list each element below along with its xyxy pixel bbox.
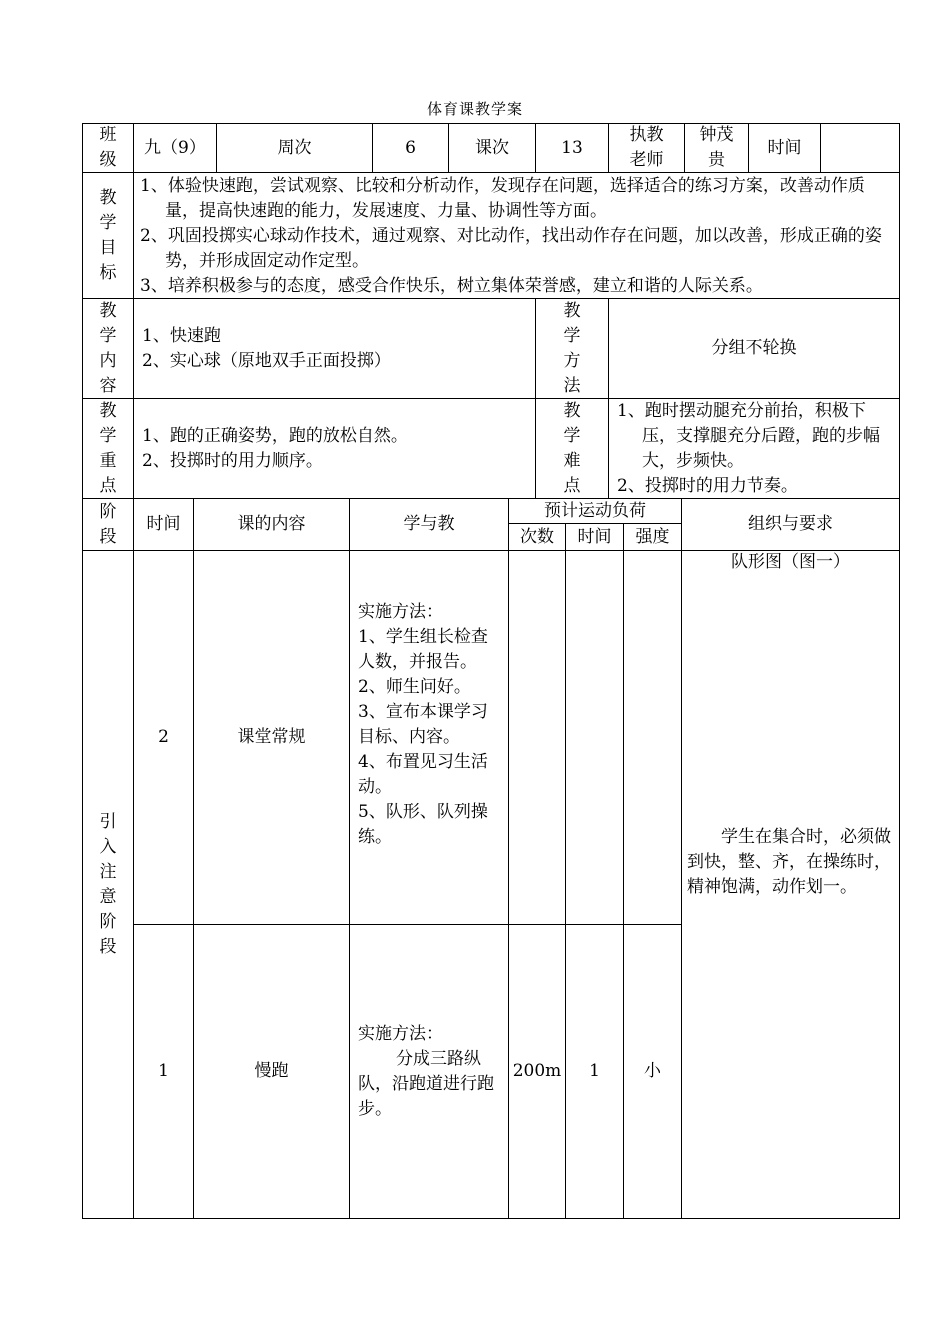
table-row-count (509, 551, 565, 924)
difficulty-list (617, 399, 895, 498)
key-point-item: 1、跑的正确姿势，跑的放松自然。 (142, 425, 408, 446)
method-step: 2、师生问好。 (358, 677, 471, 697)
goal-item: 1、体验快速跑，尝试观察、比较和分析动作，发现存在问题，选择适合的练习方案，改善动作质量，提高快速跑的能力，发展速度、力量、协调性等方面。 (140, 176, 865, 221)
table-border-right (899, 123, 900, 1219)
table-row-time: 2 (158, 727, 169, 747)
time-header: 时间 (146, 514, 181, 534)
class-value: 九（9） (144, 137, 206, 158)
table-row-intensity: 小 (644, 1061, 661, 1081)
lesson-content-header: 课的内容 (237, 514, 306, 534)
formation-diagram-title: 队形图（图一） (731, 552, 850, 572)
method-label: 教 学 方 法 (563, 300, 581, 396)
duration-header: 时间 (577, 526, 612, 547)
table-row-content: 课堂常规 (237, 727, 306, 747)
teacher-label: 执教 老师 (629, 125, 664, 170)
method-step: 5、队形、队列操练。 (358, 802, 488, 847)
teacher-value: 钟茂 贵 (699, 125, 734, 170)
count-header: 次数 (520, 526, 554, 547)
table-row-method: 实施方法： 1、学生组长检查人数，并报告。 2、师生问好。 3、宣布本课学习目标、内容。 4、布置见习生活动。 5、队形、队列操练。 (358, 600, 504, 850)
table-row-time: 1 (158, 1061, 169, 1081)
table-row-duration: 1 (589, 1061, 600, 1081)
week-value: 6 (405, 137, 416, 158)
method-step: 3、宣布本课学习目标、内容。 (358, 702, 488, 747)
stage-header: 阶 段 (99, 501, 117, 547)
class-label: 班 级 (99, 125, 117, 170)
table-row-content: 慢跑 (254, 1061, 289, 1081)
col-divider (349, 498, 350, 1219)
difficulty-item: 2、投掷时的用力节奏。 (617, 476, 798, 496)
table-row-method: 实施方法： 分成三路纵队，沿跑道进行跑步。 (358, 1024, 494, 1119)
goal-item: 3、培养积极参与的态度，感受合作快乐，树立集体荣誉感，建立和谐的人际关系。 (140, 276, 763, 296)
content-item: 2、实心球（原地双手正面投掷） (142, 350, 391, 371)
lesson-value: 13 (561, 137, 583, 158)
table-row-duration (566, 551, 623, 924)
key-points-label: 教 学 重 点 (99, 400, 117, 496)
difficulty-item: 1、跑时摆动腿充分前抬，积极下压，支撑腿充分后蹬，跑的步幅大，步频快。 (617, 401, 880, 471)
key-point-item: 2、投掷时的用力顺序。 (142, 450, 323, 471)
table-row-count: 200m (512, 1061, 562, 1081)
key-points-list (142, 399, 532, 498)
document-title: 体育课教学案 (426, 100, 523, 118)
col-divider (681, 498, 682, 1219)
time-label: 时间 (767, 137, 802, 158)
goals-label: 教 学 目 标 (99, 187, 117, 283)
content-item: 1、快速跑 (142, 325, 221, 346)
method-step: 1、学生组长检查人数，并报告。 (358, 627, 488, 672)
table-row-intensity (624, 551, 681, 924)
organization-header: 组织与要求 (748, 514, 833, 534)
table-border-bottom (82, 1218, 900, 1219)
lesson-label: 课次 (475, 137, 509, 158)
goals-list (140, 173, 896, 298)
stage-name: 引 入 注 意 阶 段 (99, 811, 117, 957)
time-value (821, 124, 899, 172)
method-step: 4、布置见习生活动。 (358, 752, 488, 797)
goal-item: 2、巩固投掷实心球动作技术，通过观察、对比动作，找出动作存在问题，加以改善，形成正确的姿势，并形成固定动作定型。 (140, 226, 882, 271)
content-list (142, 299, 532, 398)
organization-note: 学生在集合时，必须做到快，整、齐，在操练时，精神饱满，动作划一。 (687, 827, 891, 897)
content-label: 教 学 内 容 (99, 300, 117, 396)
difficulty-label: 教 学 难 点 (563, 400, 581, 496)
load-header: 预计运动负荷 (544, 500, 646, 521)
week-label: 周次 (277, 137, 312, 158)
intensity-header: 强度 (635, 526, 670, 547)
learn-teach-header: 学与教 (403, 514, 455, 534)
method-value: 分组不轮换 (711, 338, 797, 358)
